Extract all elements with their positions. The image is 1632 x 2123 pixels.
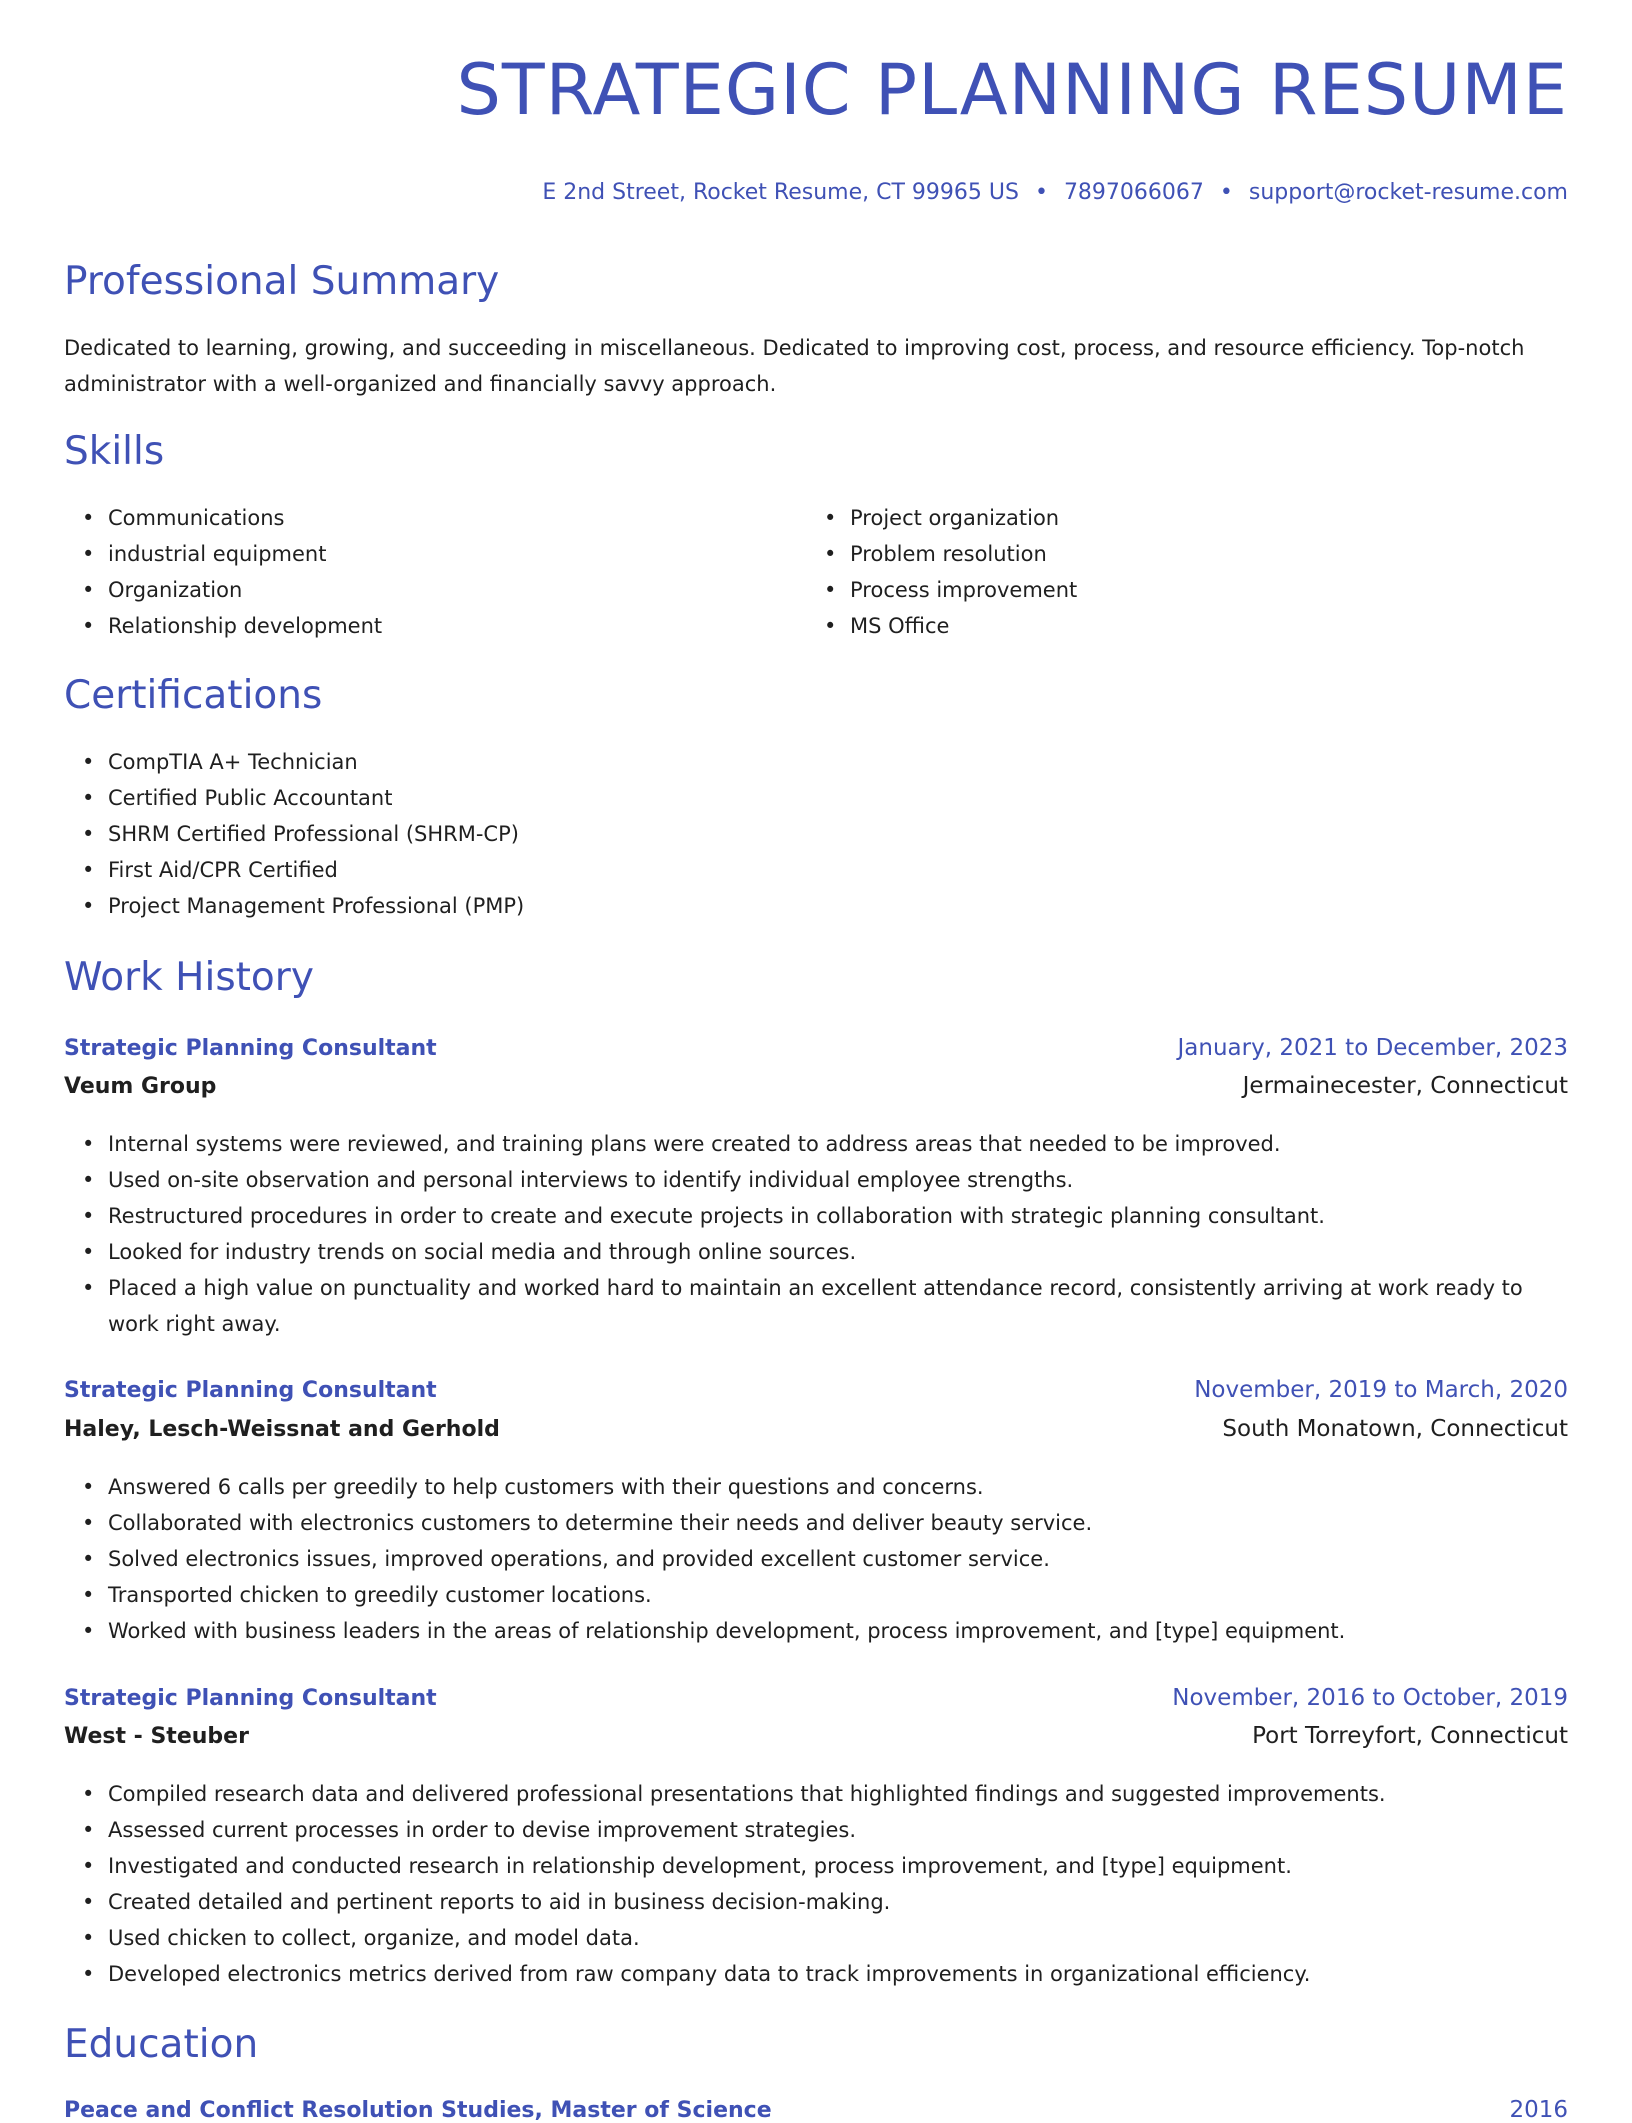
- contact-separator: •: [1219, 180, 1233, 205]
- job-bullet-text: Transported chicken to greedily customer locations.: [108, 1583, 652, 1607]
- contact-address: E 2nd Street, Rocket Resume, CT 99965 US: [542, 180, 1019, 205]
- job-location: Jermainecester, Connecticut: [1242, 1073, 1568, 1099]
- certification-item: [82, 888, 1568, 924]
- bullet-icon: •: [82, 1890, 95, 1914]
- bullet-icon: •: [824, 542, 837, 566]
- bullet-icon: •: [82, 1132, 95, 1156]
- job-dates: January, 2021 to December, 2023: [1177, 1035, 1568, 1061]
- certification-item: [82, 852, 1568, 888]
- job-bullet-text: Answered 6 calls per greedily to help customers with their questions and concerns.: [108, 1475, 984, 1499]
- bullet-icon: •: [82, 542, 95, 566]
- skills-list-right: [806, 500, 1550, 644]
- job-bullets: [64, 1469, 1568, 1649]
- job-bullet-text: Used on-site observation and personal interviews to identify individual employee strengths.: [108, 1168, 1074, 1192]
- job-title: Strategic Planning Consultant: [64, 1036, 437, 1061]
- job-bullet-item: [82, 1613, 1568, 1649]
- certifications-list: [64, 744, 1568, 924]
- bullet-icon: •: [82, 506, 95, 530]
- skill-label: Relationship development: [108, 614, 383, 638]
- contact-line: [542, 180, 1568, 205]
- skill-label: Project organization: [850, 506, 1060, 530]
- skill-item: [82, 536, 798, 572]
- job-bullet-text: Worked with business leaders in the areas of relationship development, process improvement, and [type] equipment.: [108, 1619, 1346, 1643]
- bullet-icon: •: [82, 1511, 95, 1535]
- job-bullet-text: Looked for industry trends on social media and through online sources.: [108, 1240, 857, 1264]
- section-title-summary: Professional Summary: [64, 259, 500, 304]
- bullet-icon: •: [82, 1240, 95, 1264]
- job-bullet-text: Created detailed and pertinent reports to aid in business decision-making.: [108, 1890, 891, 1914]
- job-company: West - Steuber: [64, 1724, 249, 1749]
- job-bullet-item: [82, 1577, 1568, 1613]
- job-bullet-text: Developed electronics metrics derived from raw company data to track improvements in organizational efficiency.: [108, 1962, 1311, 1986]
- job-bullet-text: Investigated and conducted research in relationship development, process improvement, and [type] equipment.: [108, 1854, 1292, 1878]
- job-bullet-item: [82, 1469, 1568, 1505]
- bullet-icon: •: [82, 1583, 95, 1607]
- bullet-icon: •: [824, 614, 837, 638]
- skill-item: [824, 608, 1550, 644]
- summary-text: Dedicated to learning, growing, and succeeding in miscellaneous. Dedicated to improving cost, process, and resource efficiency. Top-notch administrator with a well-organized and financially savvy approach.: [64, 336, 1525, 396]
- resume-title: STRATEGIC PLANNING RESUME: [456, 49, 1568, 131]
- bullet-icon: •: [82, 1962, 95, 1986]
- bullet-icon: •: [82, 894, 95, 918]
- job-bullets: [64, 1776, 1568, 1992]
- skill-label: Organization: [108, 578, 243, 602]
- contact-separator: •: [1034, 180, 1048, 205]
- bullet-icon: •: [82, 1168, 95, 1192]
- job-bullet-text: Collaborated with electronics customers to determine their needs and deliver beauty service.: [108, 1511, 1093, 1535]
- bullet-icon: •: [82, 1276, 95, 1300]
- job-bullet-text: Internal systems were reviewed, and training plans were created to address areas that needed to be improved.: [108, 1132, 1281, 1156]
- education-year: 2016: [1509, 2097, 1568, 2123]
- job-location: Port Torreyfort, Connecticut: [1252, 1723, 1568, 1749]
- skill-label: Process improvement: [850, 578, 1078, 602]
- bullet-icon: •: [82, 1619, 95, 1643]
- bullet-icon: •: [82, 578, 95, 602]
- certification-label: First Aid/CPR Certified: [108, 858, 338, 882]
- job-bullet-item: [82, 1541, 1568, 1577]
- job-bullet-item: [82, 1126, 1568, 1162]
- bullet-icon: •: [82, 1782, 95, 1806]
- skill-label: Communications: [108, 506, 285, 530]
- bullet-icon: •: [824, 506, 837, 530]
- skill-label: industrial equipment: [108, 542, 327, 566]
- job-dates: November, 2019 to March, 2020: [1194, 1377, 1568, 1403]
- contact-phone: 7897066067: [1063, 180, 1204, 205]
- certification-label: SHRM Certified Professional (SHRM-CP): [108, 822, 519, 846]
- job-title: Strategic Planning Consultant: [64, 1378, 437, 1403]
- bullet-icon: •: [82, 1204, 95, 1228]
- bullet-icon: •: [82, 858, 95, 882]
- job-location: South Monatown, Connecticut: [1222, 1416, 1568, 1442]
- certification-item: [82, 744, 1568, 780]
- section-title-work-history: Work History: [64, 955, 314, 1000]
- job-bullet-text: Solved electronics issues, improved operations, and provided excellent customer service.: [108, 1547, 1050, 1571]
- job-bullet-item: [82, 1234, 1568, 1270]
- bullet-icon: •: [82, 822, 95, 846]
- job-bullet-text: Compiled research data and delivered professional presentations that highlighted findings and suggested improvements.: [108, 1782, 1386, 1806]
- job-bullet-item: [82, 1776, 1568, 1812]
- bullet-icon: •: [82, 1475, 95, 1499]
- bullet-icon: •: [82, 750, 95, 774]
- job-bullet-item: [82, 1505, 1568, 1541]
- skill-label: MS Office: [850, 614, 950, 638]
- skill-item: [824, 500, 1550, 536]
- skills-list-left: [64, 500, 798, 644]
- job-bullet-item: [82, 1956, 1568, 1992]
- certification-item: [82, 780, 1568, 816]
- bullet-icon: •: [82, 1818, 95, 1842]
- job-bullet-text: Used chicken to collect, organize, and model data.: [108, 1926, 640, 1950]
- job-bullet-item: [82, 1920, 1568, 1956]
- bullet-icon: •: [82, 1926, 95, 1950]
- job-dates: November, 2016 to October, 2019: [1172, 1685, 1568, 1711]
- certification-label: Certified Public Accountant: [108, 786, 393, 810]
- certification-label: Project Management Professional (PMP): [108, 894, 525, 918]
- skill-item: [82, 608, 798, 644]
- skill-item: [82, 572, 798, 608]
- bullet-icon: •: [82, 614, 95, 638]
- skill-item: [824, 536, 1550, 572]
- certification-item: [82, 816, 1568, 852]
- job-bullet-item: [82, 1884, 1568, 1920]
- skill-label: Problem resolution: [850, 542, 1047, 566]
- job-bullet-text: Restructured procedures in order to create and execute projects in collaboration with strategic planning consultant.: [108, 1204, 1325, 1228]
- job-bullet-text: Placed a high value on punctuality and worked hard to maintain an excellent attendance record, consistently arriving at work ready to work right away.: [108, 1276, 1523, 1336]
- job-bullet-item: [82, 1162, 1568, 1198]
- skill-item: [824, 572, 1550, 608]
- section-title-skills: Skills: [64, 429, 165, 474]
- contact-email: support@rocket-resume.com: [1248, 180, 1568, 205]
- job-bullet-text: Assessed current processes in order to devise improvement strategies.: [108, 1818, 857, 1842]
- job-company: Veum Group: [64, 1074, 217, 1099]
- section-title-certifications: Certifications: [64, 673, 323, 718]
- bullet-icon: •: [82, 1547, 95, 1571]
- job-bullet-item: [82, 1812, 1568, 1848]
- bullet-icon: •: [824, 578, 837, 602]
- skill-item: [82, 500, 798, 536]
- job-bullet-item: [82, 1848, 1568, 1884]
- certification-label: CompTIA A+ Technician: [108, 750, 358, 774]
- job-bullet-item: [82, 1270, 1568, 1342]
- job-company: Haley, Lesch-Weissnat and Gerhold: [64, 1417, 500, 1442]
- section-title-education: Education: [64, 2022, 259, 2067]
- education-degree: Peace and Conflict Resolution Studies, Master of Science: [64, 2098, 772, 2123]
- bullet-icon: •: [82, 1854, 95, 1878]
- job-title: Strategic Planning Consultant: [64, 1686, 437, 1711]
- job-bullets: [64, 1126, 1568, 1342]
- bullet-icon: •: [82, 786, 95, 810]
- job-bullet-item: [82, 1198, 1568, 1234]
